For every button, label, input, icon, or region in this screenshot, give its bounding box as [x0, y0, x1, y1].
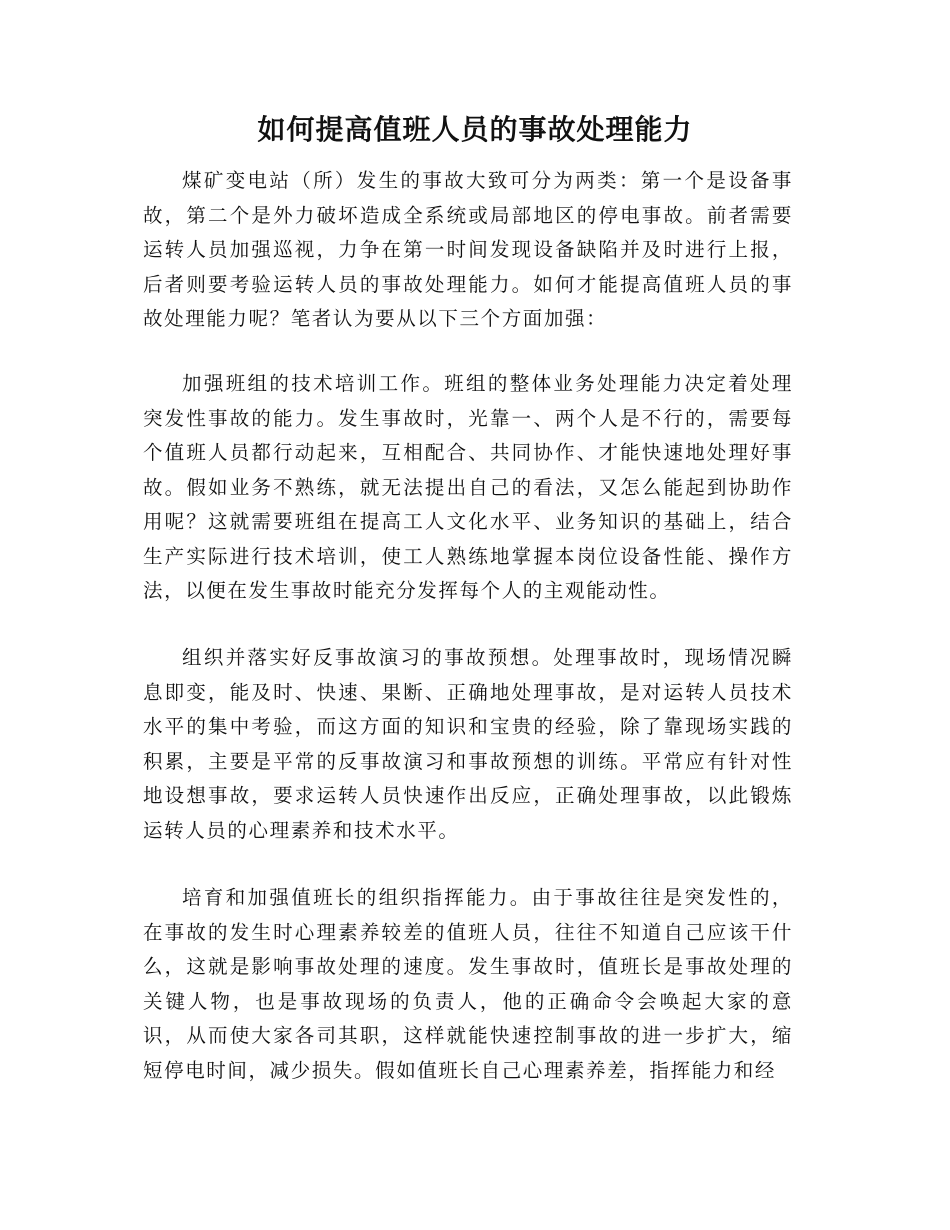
- paragraph-intro: 煤矿变电站（所）发生的事故大致可分为两类：第一个是设备事故，第二个是外力破坏造成全系统或局部地区的停电事故。前者需要运转人员加强巡视，力争在第一时间发现设备缺陷并及时进行上报，后者则要考验运转人员的事故处理能力。如何才能提高值班人员的事故处理能力呢？笔者认为要从以下三个方面加强：: [143, 169, 793, 330]
- document-title: 如何提高值班人员的事故处理能力: [257, 113, 693, 146]
- paragraph-technical-training: 加强班组的技术培训工作。班组的整体业务处理能力决定着处理突发性事故的能力。发生事故时，光靠一、两个人是不行的，需要每个值班人员都行动起来，互相配合、共同协作、才能快速地处理好事故。假如业务不熟练，就无法提出自己的看法，又怎么能起到协助作用呢？这就需要班组在提高工人文化水平、业务知识的基础上，结合生产实际进行技术培训，使工人熟练地掌握本岗位设备性能、操作方法，以便在发生事故时能充分发挥每个人的主观能动性。: [143, 372, 793, 602]
- paragraph-shift-leader-command: 培育和加强值班长的组织指挥能力。由于事故往往是突发性的，在事故的发生时心理素养较差的值班人员，往往不知道自己应该干什么，这就是影响事故处理的速度。发生事故时，值班长是事故处理的关键人物，也是事故现场的负责人，他的正确命令会唤起大家的意识，从而使大家各司其职，这样就能快速控制事故的进一步扩大，缩短停电时间，减少损失。假如值班长自己心理素养差，指挥能力和经: [143, 886, 793, 1082]
- paragraph-accident-drills: 组织并落实好反事故演习的事故预想。处理事故时，现场情况瞬息即变，能及时、快速、果断、正确地处理事故，是对运转人员技术水平的集中考验，而这方面的知识和宝贵的经验，除了靠现场实践的积累，主要是平常的反事故演习和事故预想的训练。平常应有针对性地设想事故，要求运转人员快速作出反应，正确处理事故，以此锻炼运转人员的心理素养和技术水平。: [143, 646, 793, 842]
